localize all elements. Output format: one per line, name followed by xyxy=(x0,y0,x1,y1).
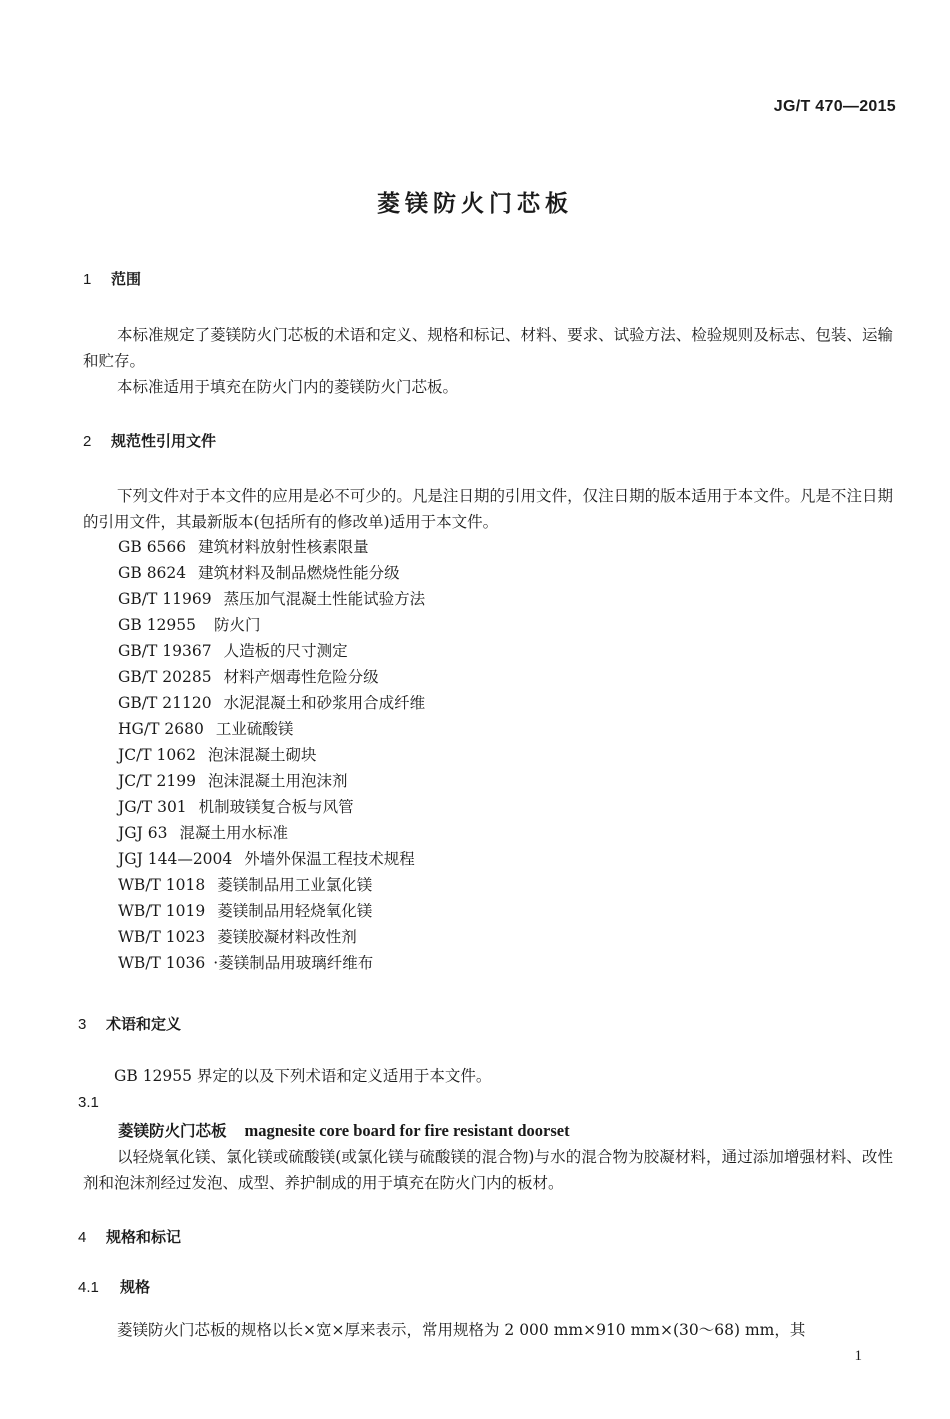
clause-4-1-heading xyxy=(78,1276,150,1297)
reference-name: 菱镁制品用工业氯化镁 xyxy=(217,876,373,894)
reference-name: 水泥混凝土和砂浆用合成纤维 xyxy=(223,694,426,712)
reference-item xyxy=(118,794,354,820)
reference-item xyxy=(118,612,261,638)
reference-name: 建筑材料及制品燃烧性能分级 xyxy=(198,564,400,582)
term-chinese: 菱镁防火门芯板 xyxy=(118,1122,227,1140)
reference-code: GB 6566 xyxy=(118,538,187,556)
reference-item xyxy=(118,768,348,794)
section-1-heading xyxy=(83,268,141,289)
reference-name: 泡沫混凝土砌块 xyxy=(208,746,317,764)
reference-code: WB/T 1019 xyxy=(118,902,206,920)
term-definition: 以轻烧氧化镁、氯化镁或硫酸镁(或氯化镁与硫酸镁的混合物)与水的混合物为胶凝材料，通过添加增强材料、改性剂和泡沫剂经过发泡、成型、养护制成的用于填充在防火门内的板材。 xyxy=(83,1148,893,1192)
standard-code: JG/T 470—2015 xyxy=(773,98,896,115)
reference-item xyxy=(118,950,373,976)
section-3-heading xyxy=(78,1013,181,1034)
reference-item xyxy=(118,820,288,846)
section-4-heading xyxy=(78,1226,181,1247)
reference-code: JGJ 63 xyxy=(118,824,168,842)
reference-item xyxy=(118,716,293,742)
reference-code: GB 8624 xyxy=(118,564,187,582)
reference-name: 防火门 xyxy=(214,616,261,634)
document-title: 菱镁防火门芯板 xyxy=(377,191,573,217)
reference-code: JGJ 144—2004 xyxy=(118,850,233,868)
reference-item xyxy=(118,690,425,716)
section-1-paragraph-2: 本标准适用于填充在防火门内的菱镁防火门芯板。 xyxy=(117,378,459,396)
reference-name: 菱镁胶凝材料改性剂 xyxy=(217,928,357,946)
reference-name: 泡沫混凝土用泡沫剂 xyxy=(208,772,348,790)
reference-code: JG/T 301 xyxy=(118,798,187,816)
section-2-number: 2 xyxy=(83,433,92,450)
section-3-number: 3 xyxy=(78,1016,87,1033)
reference-item xyxy=(118,742,317,768)
clause-4-1-title: 规格 xyxy=(120,1278,151,1296)
reference-name: 机制玻镁复合板与风管 xyxy=(198,798,354,816)
page-number: 1 xyxy=(854,1348,862,1364)
reference-name: 外墙外保温工程技术规程 xyxy=(244,850,415,868)
section-3-intro: GB 12955 界定的以及下列术语和定义适用于本文件。 xyxy=(114,1067,492,1085)
reference-code: JC/T 2199 xyxy=(118,772,197,790)
clause-3-1-number: 3.1 xyxy=(78,1094,99,1111)
reference-item xyxy=(118,872,372,898)
section-3-title: 术语和定义 xyxy=(106,1015,182,1033)
reference-code: HG/T 2680 xyxy=(118,720,204,738)
reference-code: JC/T 1062 xyxy=(118,746,197,764)
reference-name: 混凝土用水标准 xyxy=(179,824,288,842)
reference-name: 蒸压加气混凝土性能试验方法 xyxy=(223,590,426,608)
reference-item xyxy=(118,924,357,950)
reference-item xyxy=(118,664,379,690)
section-4-number: 4 xyxy=(78,1229,87,1246)
section-2-heading xyxy=(83,430,216,451)
reference-item xyxy=(118,846,415,872)
reference-item xyxy=(118,560,400,586)
reference-name: 材料产烟毒性危险分级 xyxy=(223,668,379,686)
reference-item xyxy=(118,898,372,924)
reference-item xyxy=(118,534,369,560)
reference-name: 建筑材料放射性核素限量 xyxy=(198,538,369,556)
reference-name: ·菱镁制品用玻璃纤维布 xyxy=(213,954,374,972)
reference-name: 菱镁制品用轻烧氧化镁 xyxy=(217,902,373,920)
section-2-title: 规范性引用文件 xyxy=(111,432,217,450)
section-1-paragraph-1: 本标准规定了菱镁防火门芯板的术语和定义、规格和标记、材料、要求、试验方法、检验规则及标志、包装、运输和贮存。 xyxy=(83,326,893,370)
reference-item xyxy=(118,586,425,612)
term-english: magnesite core board for fire resistant doorset xyxy=(244,1121,570,1140)
section-2-intro: 下列文件对于本文件的应用是必不可少的。凡是注日期的引用文件，仅注日期的版本适用于本文件。凡是不注日期的引用文件，其最新版本(包括所有的修改单)适用于本文件。 xyxy=(83,487,893,531)
reference-code: GB 12955 xyxy=(118,616,197,634)
reference-code: WB/T 1018 xyxy=(118,876,206,894)
section-4-title: 规格和标记 xyxy=(106,1228,182,1246)
clause-4-1-number: 4.1 xyxy=(78,1279,99,1296)
reference-item xyxy=(118,638,348,664)
term-entry xyxy=(118,1119,570,1141)
section-1-title: 范围 xyxy=(111,270,142,288)
reference-code: WB/T 1023 xyxy=(118,928,206,946)
reference-name: 工业硫酸镁 xyxy=(215,720,294,738)
reference-code: GB/T 11969 xyxy=(118,590,212,608)
reference-code: GB/T 20285 xyxy=(118,668,212,686)
reference-name: 人造板的尺寸测定 xyxy=(223,642,348,660)
reference-code: WB/T 1036 xyxy=(118,954,206,972)
section-1-number: 1 xyxy=(83,271,92,288)
reference-code: GB/T 19367 xyxy=(118,642,212,660)
reference-code: GB/T 21120 xyxy=(118,694,212,712)
section-4-paragraph-1: 菱镁防火门芯板的规格以长×宽×厚来表示，常用规格为 2 000 mm×910 mm×(30～68) mm，其 xyxy=(117,1321,806,1339)
